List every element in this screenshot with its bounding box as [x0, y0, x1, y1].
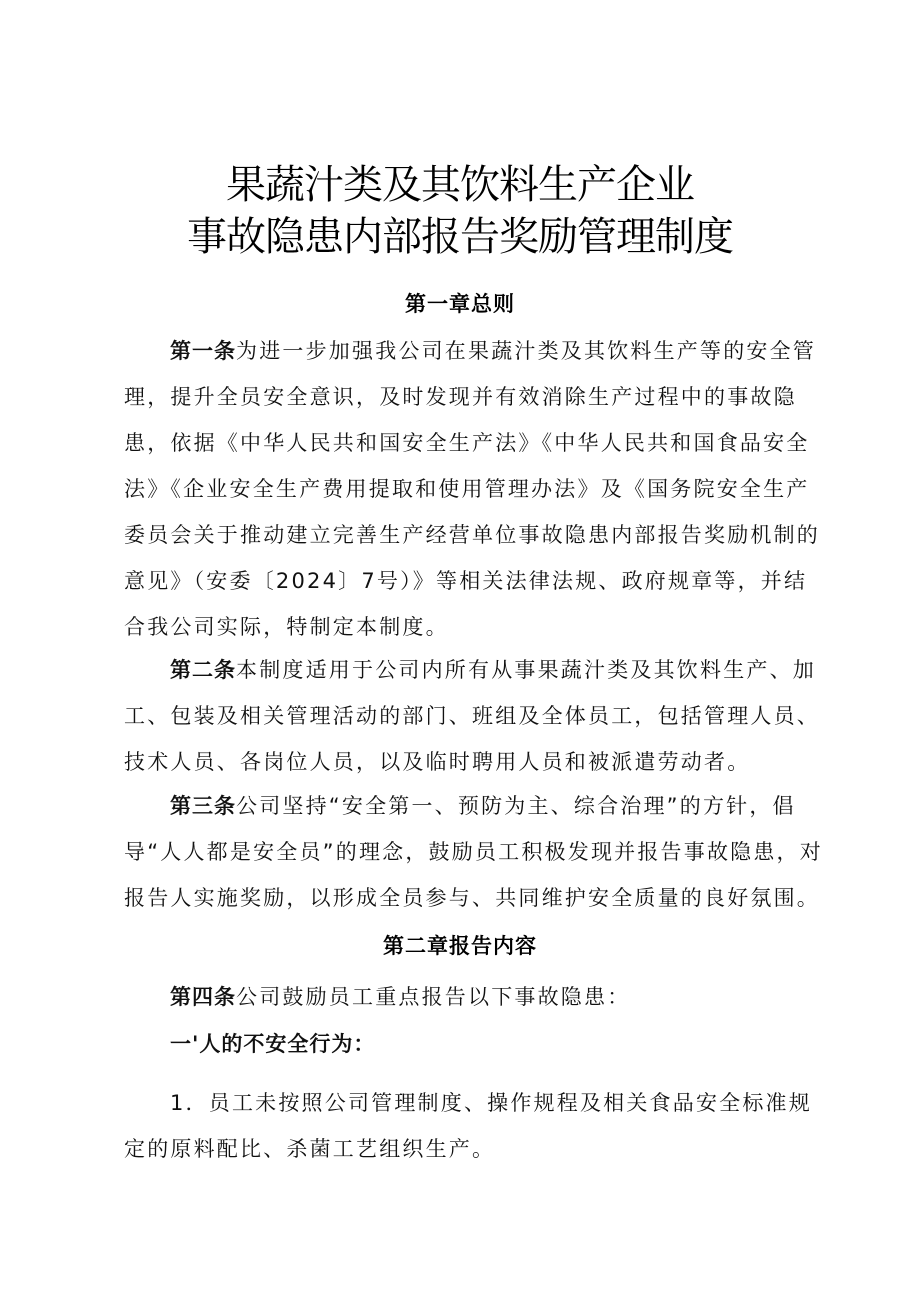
article-3-lead: 第三条 — [170, 794, 236, 818]
article-4-paragraph — [124, 974, 824, 1020]
section-1-label: 一'人的不安全行为： — [170, 1032, 376, 1056]
chapter-2-heading: 第二章报告内容 — [383, 934, 537, 958]
article-2-paragraph — [124, 647, 824, 785]
document-title-line-1: 果蔬汁类及其饮料生产企业 — [226, 162, 694, 208]
article-2-lead: 第二条 — [170, 658, 236, 682]
article-4-text: 公司鼓励员工重点报告以下事故隐患： — [236, 985, 631, 1009]
article-3-paragraph — [124, 783, 824, 921]
article-1-lead: 第一条 — [170, 339, 236, 363]
article-1-paragraph — [124, 328, 824, 650]
item-1-paragraph: 1．员工未按照公司管理制度、操作规程及相关食品安全标准规定的原料配比、杀菌工艺组织生产。 — [124, 1091, 812, 1161]
document-title-line-2: 事故隐患内部报告奖励管理制度 — [187, 214, 733, 260]
article-4-lead: 第四条 — [170, 985, 236, 1009]
section-1-heading — [124, 1021, 824, 1067]
article-2-text: 本制度适用于公司内所有从事果蔬汁类及其饮料生产、加工、包装及相关管理活动的部门、班组及全体员工，包括管理人员、技术人员、各岗位人员，以及临时聘用人员和被派遣劳动者。 — [124, 658, 820, 774]
chapter-1-heading: 第一章总则 — [405, 292, 515, 316]
article-3-text: 公司坚持“安全第一、预防为主、综合治理”的方针，倡导“人人都是安全员”的理念，鼓励员工积极发现并报告事故隐患，对报告人实施奖励，以形成全员参与、共同维护安全质量的良好氛围。 — [124, 794, 823, 910]
article-1-text: 为进一步加强我公司在果蔬汁类及其饮料生产等的安全管理，提升全员安全意识，及时发现并有效消除生产过程中的事故隐患，依据《中华人民共和国安全生产法》《中华人民共和国食品安全法》《企业安全生产费用提取和使用管理办法》及《国务院安全生产委员会关于推动建立完善生产经营单位事故隐患内部报告奖励机制的意见》（安委〔2024〕7号）》等相关法律法规、政府规章等，并结合我公司实际，特制定本制度。 — [124, 339, 820, 639]
